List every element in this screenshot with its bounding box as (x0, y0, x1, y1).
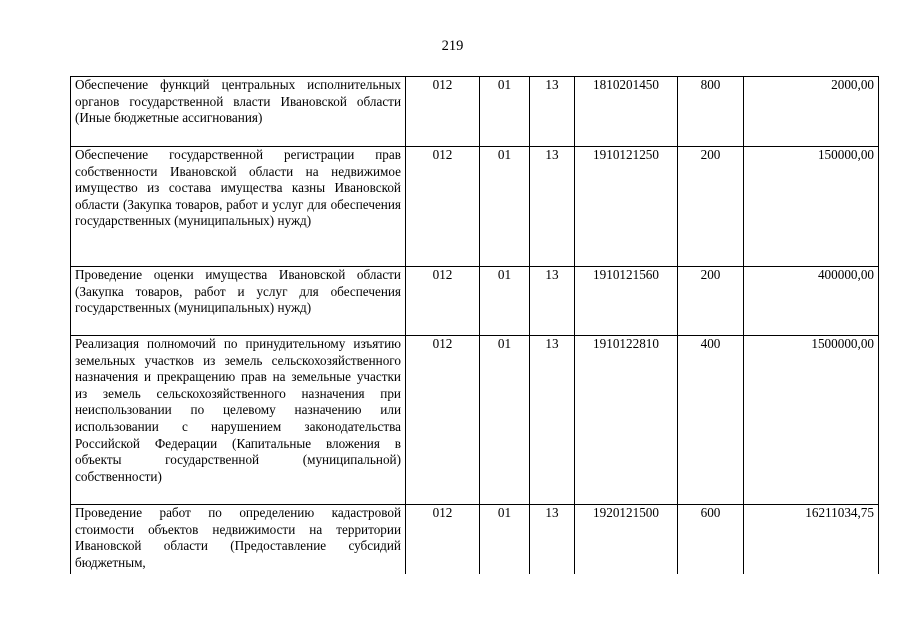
expense-type-code: 400 (678, 336, 744, 505)
amount-value: 1500000,00 (744, 336, 879, 505)
expense-type-code: 800 (678, 77, 744, 147)
amount-value: 150000,00 (744, 147, 879, 267)
page-number: 219 (441, 38, 464, 54)
section-code: 01 (480, 267, 530, 336)
table-row (71, 505, 879, 575)
section-code: 01 (480, 505, 530, 575)
amount-value: 400000,00 (744, 267, 879, 336)
row-description: Обеспечение государственной регистрации прав собственности Ивановской области на недвижимое имущество из состава имущества казны Ивановской области (Закупка товаров, работ и услуг для обеспечения государственных (муниципальных) нужд) (71, 147, 406, 267)
expense-type-code: 200 (678, 267, 744, 336)
expense-type-code: 200 (678, 147, 744, 267)
amount-value: 2000,00 (744, 77, 879, 147)
table-row (71, 336, 879, 505)
target-article-code: 1910122810 (575, 336, 678, 505)
target-article-code: 1920121500 (575, 505, 678, 575)
budget-table (70, 76, 879, 574)
row-description: Проведение оценки имущества Ивановской области (Закупка товаров, работ и услуг для обеспечения государственных (муниципальных) нужд) (71, 267, 406, 336)
section-code: 01 (480, 77, 530, 147)
ministry-code: 012 (406, 147, 480, 267)
ministry-code: 012 (406, 505, 480, 575)
expense-type-code: 600 (678, 505, 744, 575)
subsection-code: 13 (530, 267, 575, 336)
target-article-code: 1810201450 (575, 77, 678, 147)
row-description: Обеспечение функций центральных исполнительных органов государственной власти Ивановской области (Иные бюджетные ассигнования) (71, 77, 406, 147)
target-article-code: 1910121250 (575, 147, 678, 267)
ministry-code: 012 (406, 336, 480, 505)
ministry-code: 012 (406, 267, 480, 336)
row-description: Реализация полномочий по принудительному изъятию земельных участков из земель сельскохозяйственного назначения и прекращению прав на земельные участки из земель сельскохозяйственного назначения при неиспользовании по целевому назначению или использовании с нарушением законодательства Российской Федерации (Капитальные вложения в объекты государственной (муниципальной) собственности) (71, 336, 406, 505)
row-description: Проведение работ по определению кадастровой стоимости объектов недвижимости на территории Ивановской области (Предоставление субсидий бюджетным, (71, 505, 406, 575)
ministry-code: 012 (406, 77, 480, 147)
subsection-code: 13 (530, 77, 575, 147)
table-row (71, 267, 879, 336)
subsection-code: 13 (530, 336, 575, 505)
section-code: 01 (480, 147, 530, 267)
section-code: 01 (480, 336, 530, 505)
table-row (71, 77, 879, 147)
subsection-code: 13 (530, 505, 575, 575)
table-row (71, 147, 879, 267)
target-article-code: 1910121560 (575, 267, 678, 336)
amount-value: 16211034,75 (744, 505, 879, 575)
subsection-code: 13 (530, 147, 575, 267)
